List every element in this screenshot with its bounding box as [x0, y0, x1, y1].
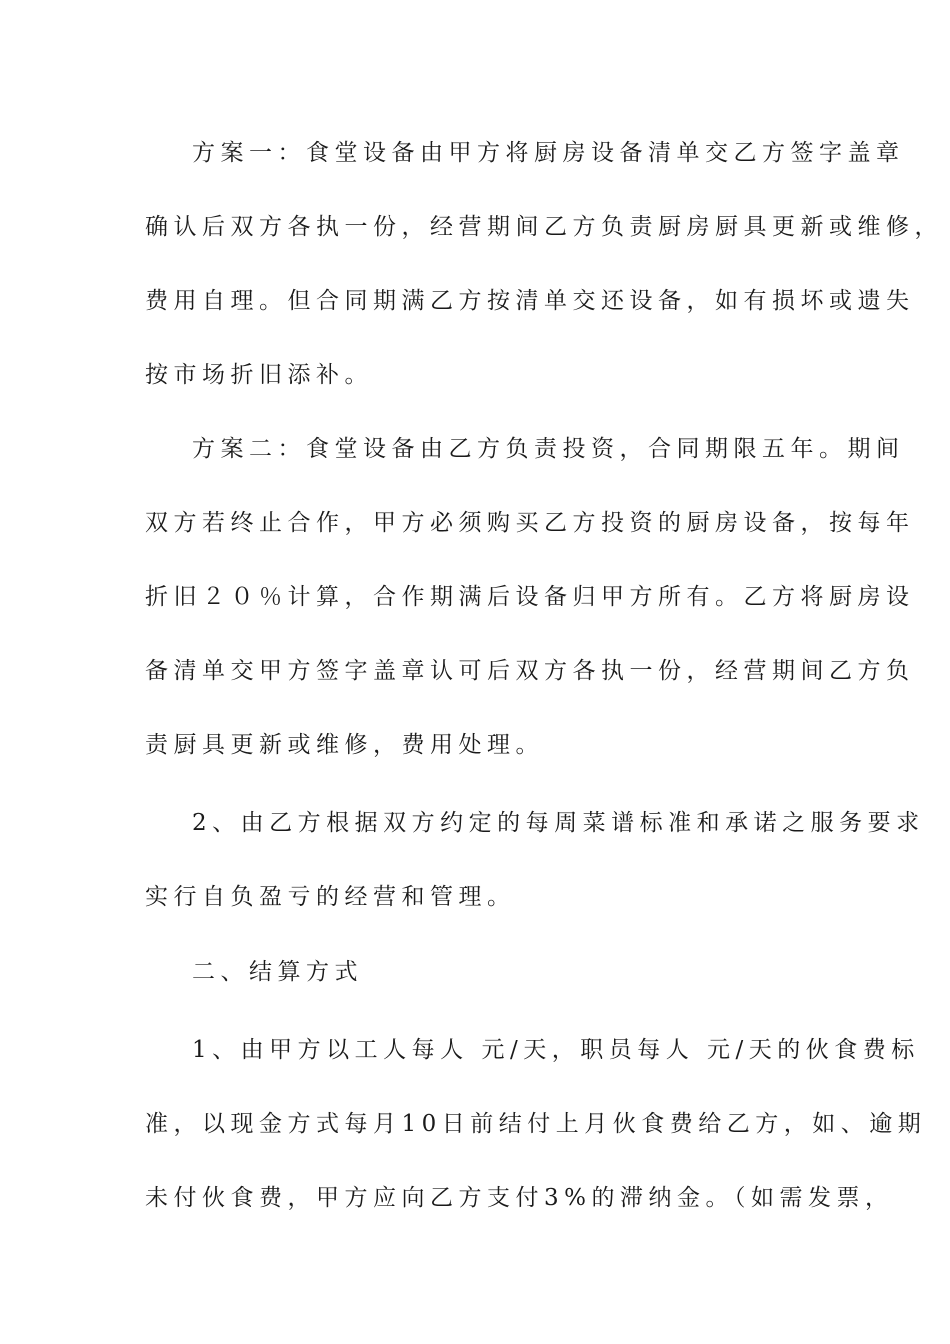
settlement-clause-1-line-2: 准，以现金方式每月10日前结付上月伙食费给乙方，如、逾期 [145, 1111, 927, 1137]
clause-2-line-2: 实行自负盈亏的经营和管理。 [145, 884, 516, 910]
plan-one-line-3: 费用自理。但合同期满乙方按清单交还设备，如有损坏或遗失 [145, 288, 915, 314]
settlement-clause-1-line-1: 1、由甲方以工人每人 元/天，职员每人 元/天的伙食费标 [192, 1037, 920, 1063]
settlement-clause-1-line-3: 未付伙食费，甲方应向乙方支付3%的滞纳金。（如需发票， [145, 1185, 894, 1211]
plan-two-line-1: 方案二：食堂设备由乙方负责投资，合同期限五年。期间 [192, 436, 905, 462]
plan-two-line-5: 责厨具更新或维修，费用处理。 [145, 732, 544, 758]
plan-one-line-4: 按市场折旧添补。 [145, 362, 373, 388]
plan-two-line-2: 双方若终止合作，甲方必须购买乙方投资的厨房设备，按每年 [145, 510, 915, 536]
plan-one-line-2: 确认后双方各执一份，经营期间乙方负责厨房厨具更新或维修， [145, 214, 943, 240]
plan-two-line-4: 备清单交甲方签字盖章认可后双方各执一份，经营期间乙方负 [145, 658, 915, 684]
clause-2-line-1: 2、由乙方根据双方约定的每周菜谱标准和承诺之服务要求 [192, 810, 925, 836]
plan-two-line-3: 折旧２０％计算，合作期满后设备归甲方所有。乙方将厨房设 [145, 584, 915, 610]
section-heading-settlement: 二、结算方式 [192, 959, 363, 985]
plan-one-line-1: 方案一：食堂设备由甲方将厨房设备清单交乙方签字盖章 [192, 140, 905, 166]
